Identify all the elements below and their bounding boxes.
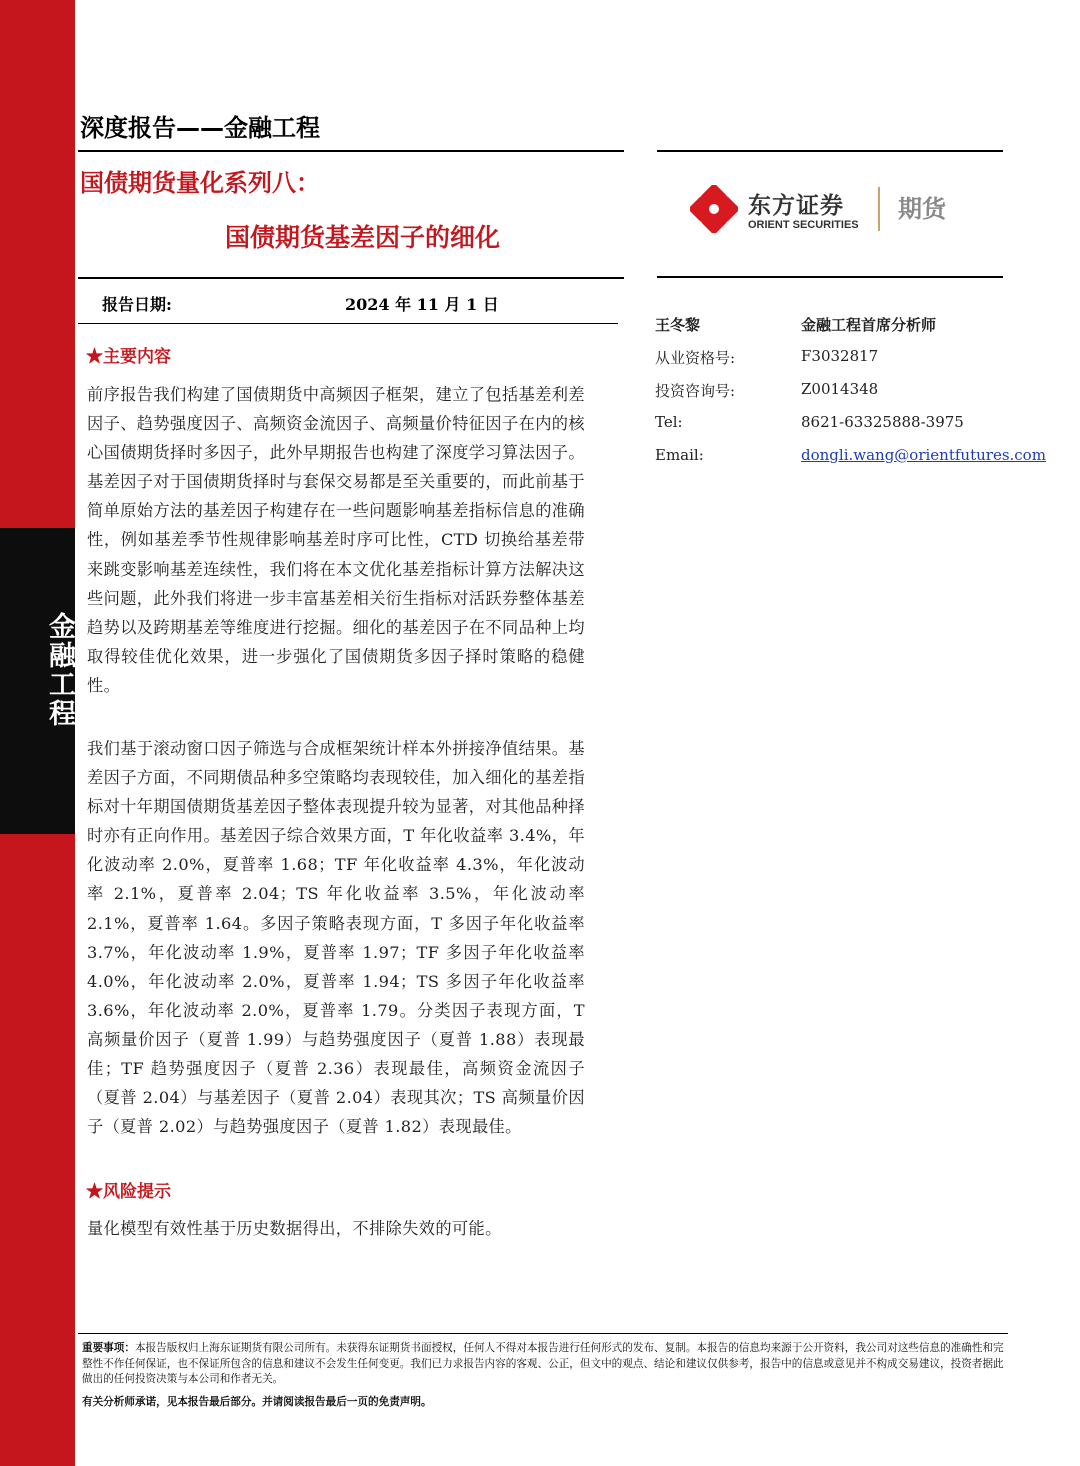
report-type: 深度报告——金融工程 [80, 114, 320, 142]
qualification-value: F3032817 [801, 347, 879, 365]
notice-label: 重要事项： [82, 1342, 135, 1354]
logo-subbrand: 期货 [898, 195, 946, 223]
report-date-label: 报告日期: [102, 295, 172, 314]
orient-logo-icon [690, 185, 738, 233]
tel-value: 8621-63325888-3975 [801, 413, 964, 431]
disclaimer [82, 1341, 1010, 1388]
tel-label: Tel: [655, 413, 683, 431]
notice-text: 本报告版权归上海东证期货有限公司所有。未获得东证期货书面授权，任何人不得对本报告进行任何形式的发布、复制。本报告的信息均来源于公开资料，我公司对这些信息的准确性和完整性不作任何保证，也不保证所包含的信息和建议不会发生任何变更。我们已力求报告内容的客观、公正，但文中的观点、结论和建议仅供参考，报告中的信息或意见并不构成交易建议，投资者据此做出的任何投资决策与本公司和作者无关。 [82, 1342, 1004, 1385]
consulting-value: Z0014348 [801, 380, 879, 398]
section-main-title: ★主要内容 [86, 347, 171, 367]
email-link[interactable]: dongli.wang@orientfutures.com [801, 446, 1046, 464]
logo-name-en: ORIENT SECURITIES [748, 219, 859, 231]
analyst-row [655, 409, 1015, 442]
analyst-statement: 有关分析师承诺，见本报告最后部分。并请阅读报告最后一页的免责声明。 [82, 1396, 432, 1408]
consulting-label: 投资咨询号: [655, 382, 736, 400]
report-title-line1: 国债期货量化系列八： [80, 169, 320, 197]
report-date-value: 2024 年 11 月 1 日 [345, 295, 499, 314]
report-title-line2: 国债期货基差因子的细化 [225, 223, 501, 252]
divider-top-left [78, 150, 624, 152]
company-logo [690, 183, 990, 235]
risk-text: 量化模型有效性基于历史数据得出，不排除失效的可能。 [87, 1219, 502, 1238]
divider-footer [78, 1333, 1008, 1334]
logo-separator [878, 187, 880, 231]
analyst-name: 王冬黎 [655, 316, 701, 334]
divider-logo-bottom [657, 276, 1003, 278]
analyst-row [655, 442, 1046, 475]
analyst-role: 金融工程首席分析师 [801, 316, 937, 334]
section-risk-title: ★风险提示 [86, 1182, 171, 1202]
sidebar-category-label: 金融工程 [44, 612, 75, 728]
divider-top-right [657, 150, 1003, 152]
qualification-label: 从业资格号: [655, 349, 736, 367]
analyst-info [655, 310, 1046, 475]
main-paragraph-2: 我们基于滚动窗口因子筛选与合成框架统计样本外拼接净值结果。基差因子方面，不同期债品种多空策略均表现较佳，加入细化的基差指标对十年期国债期货基差因子整体表现提升较为显著，对其他品种择时亦有正向作用。基差因子综合效果方面，T 年化收益率 3.4%，年化波动率 2.0%，夏普率 1.68；TF 年化收益率 4.3%，年化波动率 2.1%，夏普率 2.04；TS 年化收益率 3.5%，年化波动率 2.1%，夏普率 1.64。多因子策略表现方面，T 多因子年化收益率 3.7%，年化波动率 1.9%，夏普率 1.97；TF 多因子年化收益率 4.0%，年化波动率 2.0%，夏普率 1.94；TS 多因子年化收益率 3.6%，年化波动率 2.0%，夏普率 1.79。分类因子表现方面，T 高频量价因子（夏普 1.99）与趋势强度因子（夏普 1.88）表现最佳；TF 趋势强度因子（夏普 2.36）表现最佳，高频资金流因子（夏普 2.04）与基差因子（夏普 2.04）表现其次；TS 高频量价因子（夏普 2.02）与趋势强度因子（夏普 1.82）表现最佳。 [87, 739, 585, 1137]
logo-name-cn: 东方证券 [748, 193, 844, 219]
divider-title-bottom [78, 277, 624, 279]
divider-date [78, 323, 618, 324]
analyst-name-row [655, 310, 1015, 343]
analyst-row [655, 376, 1015, 409]
email-label: Email: [655, 446, 704, 464]
analyst-row [655, 343, 1015, 376]
main-paragraph-1: 前序报告我们构建了国债期货中高频因子框架，建立了包括基差利差因子、趋势强度因子、高频资金流因子、高频量价特征因子在内的核心国债期货择时多因子，此外早期报告也构建了深度学习算法因子。基差因子对于国债期货择时与套保交易都是至关重要的，而此前基于简单原始方法的基差因子构建存在一些问题影响基差指标信息的准确性，例如基差季节性规律影响基差时序可比性，CTD 切换给基差带来跳变影响基差连续性，我们将在本文优化基差指标计算方法解决这些问题，此外我们将进一步丰富基差相关衍生指标对活跃券整体基差趋势以及跨期基差等维度进行挖掘。细化的基差因子在不同品种上均取得较佳优化效果，进一步强化了国债期货多因子择时策略的稳健性。 [87, 385, 585, 695]
